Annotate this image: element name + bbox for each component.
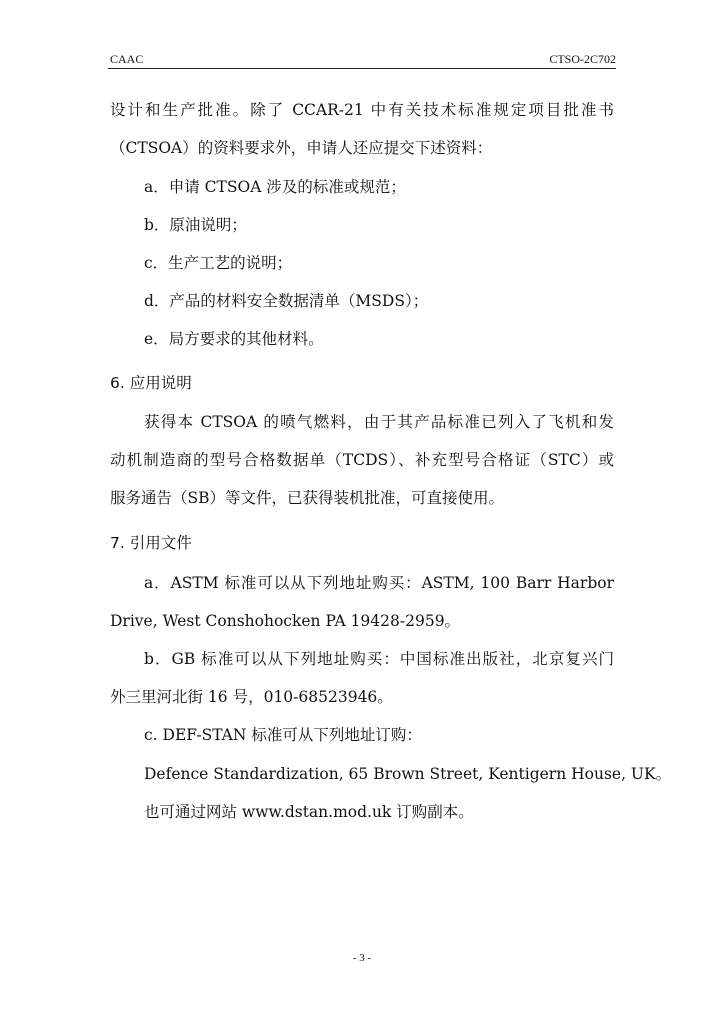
- list-item-e: e．局方要求的其他材料。: [144, 330, 324, 348]
- section-6-line-2: 动机制造商的型号合格数据单（TCDS）、补充型号合格证（STC）或: [110, 451, 614, 469]
- header-rule: [108, 68, 616, 69]
- section-7-a-line-1: a．ASTM 标准可以从下列地址购买：ASTM, 100 Barr Harbor: [144, 574, 614, 592]
- list-item-b: b．原油说明；: [144, 216, 247, 234]
- header-left-text: CAAC: [110, 52, 144, 66]
- intro-line-1: 设计和生产批准。除了 CCAR-21 中有关技术标准规定项目批准书: [110, 101, 614, 119]
- page-number: - 3 -: [352, 952, 372, 964]
- section-7-a-line-2: Drive, West Conshohocken PA 19428-2959。: [110, 612, 461, 630]
- list-item-a: a．申请 CTSOA 涉及的标准或规范；: [144, 178, 406, 196]
- section-7-b-line-2: 外三里河北街 16 号，010-68523946。: [110, 688, 393, 706]
- section-7-b-line-1: b．GB 标准可以从下列地址购买：中国标准出版社，北京复兴门: [144, 650, 614, 668]
- section-6-line-1: 获得本 CTSOA 的喷气燃料，由于其产品标准已列入了飞机和发: [144, 413, 614, 431]
- list-item-c: c．生产工艺的说明；: [144, 254, 293, 272]
- section-7-heading: 7. 引用文件: [110, 534, 192, 552]
- section-7-c-line-2: Defence Standardization, 65 Brown Street, Kentigern House, UK。: [144, 765, 672, 783]
- section-6-heading: 6. 应用说明: [110, 374, 192, 392]
- intro-line-2: （CTSOA）的资料要求外，申请人还应提交下述资料：: [110, 139, 493, 157]
- list-item-d: d．产品的材料安全数据清单（MSDS）；: [144, 292, 429, 310]
- section-7-c-line-3: 也可通过网站 www.dstan.mod.uk 订购副本。: [144, 803, 474, 821]
- section-7-c-line-1: c. DEF-STAN 标准可从下列地址订购：: [144, 726, 422, 744]
- section-6-line-3: 服务通告（SB）等文件，已获得装机批准，可直接使用。: [110, 489, 505, 507]
- header-right-text: CTSO-2C702: [549, 52, 616, 66]
